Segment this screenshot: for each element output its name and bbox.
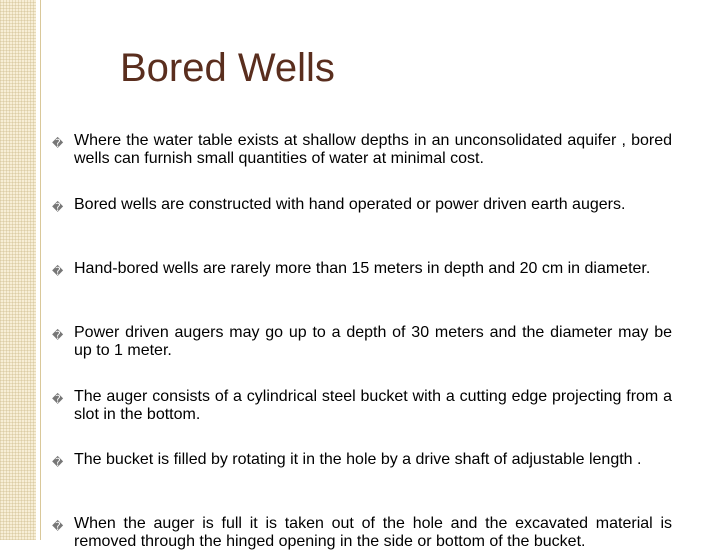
bullet-marker-icon: �: [52, 201, 64, 214]
bullet-marker-icon: �: [52, 137, 64, 150]
bullet-item: [52, 260, 672, 281]
bullet-marker-icon: �: [52, 456, 64, 469]
bullet-text: Hand-bored wells are rarely more than 15 meters in depth and 20 cm in diameter.: [74, 260, 651, 277]
bullet-item: [52, 196, 672, 217]
bullet-text: Power driven augers may go up to a depth of 30 meters and the diameter may be up to 1 meter.: [74, 324, 672, 359]
bullet-item: [52, 451, 672, 472]
bullet-text: When the auger is full it is taken out of the hole and the excavated material is removed through the hinged opening in the side or bottom of the bucket.: [74, 515, 672, 550]
bullet-item: [52, 388, 672, 424]
bullet-item: [52, 515, 672, 551]
bullet-item: [52, 132, 672, 168]
decorative-side-line: [40, 0, 41, 540]
slide-title: Bored Wells: [120, 46, 335, 90]
bullet-text: Bored wells are constructed with hand operated or power driven earth augers.: [74, 196, 626, 213]
bullet-item: [52, 324, 672, 360]
bullet-marker-icon: �: [52, 393, 64, 406]
bullet-marker-icon: �: [52, 265, 64, 278]
bullet-marker-icon: �: [52, 329, 64, 342]
bullet-text: The bucket is filled by rotating it in the hole by a drive shaft of adjustable length .: [74, 451, 642, 468]
bullet-text: The auger consists of a cylindrical steel bucket with a cutting edge projecting from a slot in the bottom.: [74, 388, 672, 423]
decorative-side-pattern: [0, 0, 36, 540]
bullet-text: Where the water table exists at shallow depths in an unconsolidated aquifer , bored wells can furnish small quantities of water at minimal cost.: [74, 132, 672, 167]
bullet-marker-icon: �: [52, 520, 64, 533]
